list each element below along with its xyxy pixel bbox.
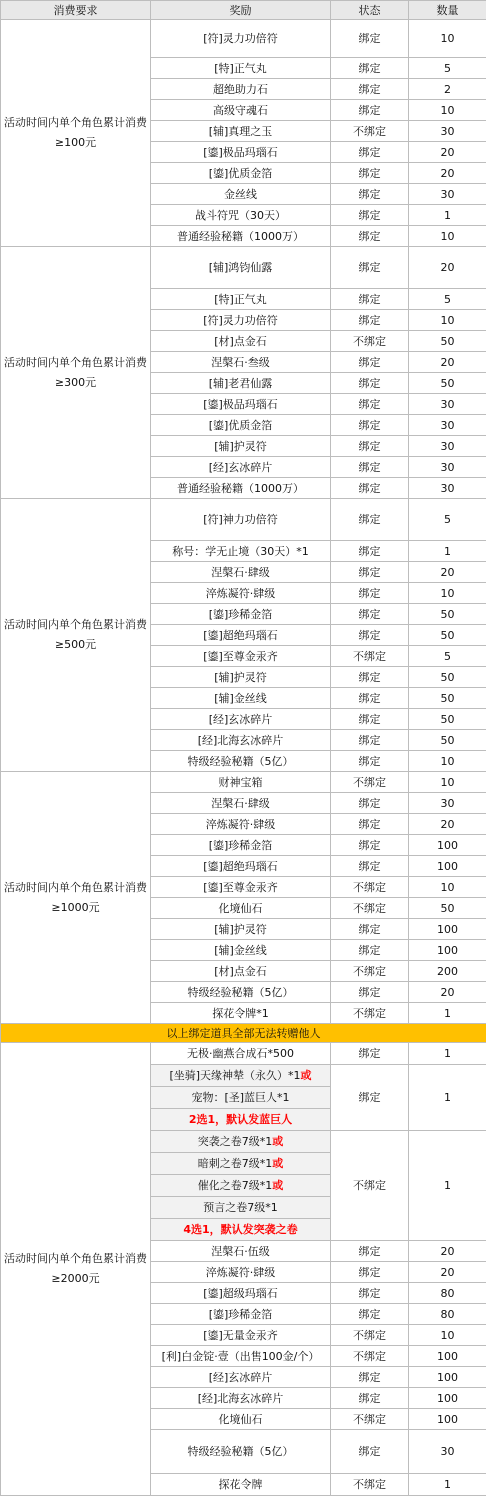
reward-cell: 金丝线 bbox=[151, 184, 331, 205]
status-cell: 绑定 bbox=[331, 940, 409, 961]
status-cell: 绑定 bbox=[331, 814, 409, 835]
choice-option-text: 突袭之卷7级*1 bbox=[198, 1135, 273, 1148]
reward-cell: 涅槃石·叁级 bbox=[151, 352, 331, 373]
reward-cell: 特级经验秘籍（5亿） bbox=[151, 1430, 331, 1474]
quantity-cell: 5 bbox=[409, 499, 486, 541]
quantity-cell: 20 bbox=[409, 1262, 486, 1283]
reward-cell: [鎏]极品玛瑙石 bbox=[151, 142, 331, 163]
status-cell: 绑定 bbox=[331, 58, 409, 79]
status-cell: 绑定 bbox=[331, 793, 409, 814]
quantity-cell: 30 bbox=[409, 457, 486, 478]
status-cell: 绑定 bbox=[331, 604, 409, 625]
quantity-cell: 1 bbox=[409, 1131, 486, 1241]
status-cell: 不绑定 bbox=[331, 646, 409, 667]
quantity-cell: 1 bbox=[409, 1003, 486, 1024]
status-cell: 绑定 bbox=[331, 1262, 409, 1283]
quantity-cell: 100 bbox=[409, 835, 486, 856]
quantity-cell: 30 bbox=[409, 121, 486, 142]
quantity-cell: 10 bbox=[409, 20, 486, 58]
note-row bbox=[1, 1024, 486, 1043]
quantity-cell: 30 bbox=[409, 184, 486, 205]
quantity-cell: 5 bbox=[409, 646, 486, 667]
requirement-text: 活动时间内单个角色累计消费 bbox=[4, 881, 147, 894]
reward-cell: 化境仙石 bbox=[151, 1409, 331, 1430]
status-cell: 不绑定 bbox=[331, 1131, 409, 1241]
reward-cell: 探花令牌*1 bbox=[151, 1003, 331, 1024]
quantity-cell: 50 bbox=[409, 331, 486, 352]
choice-option-text: 催化之卷7级*1 bbox=[198, 1179, 273, 1192]
requirement-cell bbox=[1, 499, 151, 772]
status-cell: 绑定 bbox=[331, 478, 409, 499]
choice-option-text: 预言之卷7级*1 bbox=[203, 1201, 278, 1214]
reward-cell: [经]北海玄冰碎片 bbox=[151, 730, 331, 751]
status-cell: 绑定 bbox=[331, 856, 409, 877]
status-cell: 绑定 bbox=[331, 625, 409, 646]
status-cell: 绑定 bbox=[331, 142, 409, 163]
quantity-cell: 10 bbox=[409, 100, 486, 121]
status-cell: 绑定 bbox=[331, 415, 409, 436]
status-cell: 不绑定 bbox=[331, 331, 409, 352]
choice-hint-text: 4选1，默认发突袭之卷 bbox=[183, 1223, 297, 1236]
status-cell: 绑定 bbox=[331, 919, 409, 940]
requirement-threshold: ≥500元 bbox=[55, 638, 96, 651]
quantity-cell: 100 bbox=[409, 919, 486, 940]
choice-option bbox=[151, 1131, 331, 1153]
status-cell: 绑定 bbox=[331, 1241, 409, 1262]
reward-cell: [符]灵力功倍符 bbox=[151, 310, 331, 331]
status-cell: 绑定 bbox=[331, 457, 409, 478]
table-row bbox=[1, 1043, 486, 1065]
col-header-requirement: 消费要求 bbox=[1, 1, 151, 20]
reward-cell: 普通经验秘籍（1000万） bbox=[151, 226, 331, 247]
reward-cell: [鎏]珍稀金箔 bbox=[151, 1304, 331, 1325]
reward-cell: [鎏]优质金箔 bbox=[151, 415, 331, 436]
status-cell: 绑定 bbox=[331, 310, 409, 331]
quantity-cell: 20 bbox=[409, 142, 486, 163]
quantity-cell: 100 bbox=[409, 940, 486, 961]
reward-cell: [材]点金石 bbox=[151, 331, 331, 352]
table-row bbox=[1, 499, 486, 541]
quantity-cell: 50 bbox=[409, 709, 486, 730]
reward-cell: 高级守魂石 bbox=[151, 100, 331, 121]
requirement-text: 活动时间内单个角色累计消费 bbox=[4, 1252, 147, 1265]
reward-cell: 普通经验秘籍（1000万） bbox=[151, 478, 331, 499]
quantity-cell: 20 bbox=[409, 982, 486, 1003]
reward-cell: [辅]老君仙露 bbox=[151, 373, 331, 394]
reward-cell: [辅]金丝线 bbox=[151, 940, 331, 961]
quantity-cell: 50 bbox=[409, 730, 486, 751]
reward-cell: 超绝助力石 bbox=[151, 79, 331, 100]
status-cell: 绑定 bbox=[331, 709, 409, 730]
status-cell: 不绑定 bbox=[331, 1003, 409, 1024]
quantity-cell: 30 bbox=[409, 478, 486, 499]
quantity-cell: 1 bbox=[409, 1043, 486, 1065]
reward-cell: [经]玄冰碎片 bbox=[151, 709, 331, 730]
quantity-cell: 100 bbox=[409, 1388, 486, 1409]
quantity-cell: 5 bbox=[409, 58, 486, 79]
choice-option bbox=[151, 1087, 331, 1109]
requirement-text: 活动时间内单个角色累计消费 bbox=[4, 356, 147, 369]
quantity-cell: 2 bbox=[409, 79, 486, 100]
quantity-cell: 200 bbox=[409, 961, 486, 982]
quantity-cell: 10 bbox=[409, 310, 486, 331]
quantity-cell: 30 bbox=[409, 436, 486, 457]
reward-cell: [符]灵力功倍符 bbox=[151, 20, 331, 58]
choice-option bbox=[151, 1197, 331, 1219]
reward-cell: 财神宝箱 bbox=[151, 772, 331, 793]
reward-cell: [鎏]超级玛瑙石 bbox=[151, 1283, 331, 1304]
col-header-reward: 奖励 bbox=[151, 1, 331, 20]
quantity-cell: 30 bbox=[409, 415, 486, 436]
requirement-cell bbox=[1, 20, 151, 247]
col-header-status: 状态 bbox=[331, 1, 409, 20]
quantity-cell: 50 bbox=[409, 898, 486, 919]
status-cell: 绑定 bbox=[331, 79, 409, 100]
reward-cell: [经]北海玄冰碎片 bbox=[151, 1388, 331, 1409]
quantity-cell: 10 bbox=[409, 751, 486, 772]
quantity-cell: 20 bbox=[409, 247, 486, 289]
reward-cell: 化境仙石 bbox=[151, 898, 331, 919]
reward-cell: 淬炼凝符·肆级 bbox=[151, 583, 331, 604]
quantity-cell: 30 bbox=[409, 793, 486, 814]
quantity-cell: 20 bbox=[409, 562, 486, 583]
table-body bbox=[1, 20, 486, 1496]
col-header-quantity: 数量 bbox=[409, 1, 486, 20]
table-row bbox=[1, 772, 486, 793]
status-cell: 绑定 bbox=[331, 667, 409, 688]
status-cell: 绑定 bbox=[331, 163, 409, 184]
quantity-cell: 1 bbox=[409, 541, 486, 562]
choice-option-text: [坐骑]天缘神辇（永久）*1 bbox=[169, 1069, 300, 1082]
status-cell: 绑定 bbox=[331, 1304, 409, 1325]
status-cell: 绑定 bbox=[331, 982, 409, 1003]
quantity-cell: 50 bbox=[409, 604, 486, 625]
quantity-cell: 80 bbox=[409, 1304, 486, 1325]
reward-cell: [鎏]优质金箔 bbox=[151, 163, 331, 184]
status-cell: 绑定 bbox=[331, 1065, 409, 1131]
status-cell: 绑定 bbox=[331, 100, 409, 121]
status-cell: 绑定 bbox=[331, 541, 409, 562]
status-cell: 绑定 bbox=[331, 205, 409, 226]
quantity-cell: 10 bbox=[409, 583, 486, 604]
quantity-cell: 50 bbox=[409, 667, 486, 688]
or-marker: 或 bbox=[272, 1135, 283, 1148]
choice-hint bbox=[151, 1219, 331, 1241]
status-cell: 绑定 bbox=[331, 583, 409, 604]
status-cell: 绑定 bbox=[331, 20, 409, 58]
status-cell: 不绑定 bbox=[331, 1409, 409, 1430]
status-cell: 绑定 bbox=[331, 373, 409, 394]
reward-cell: 无极·幽燕合成石*500 bbox=[151, 1043, 331, 1065]
table-row bbox=[1, 20, 486, 58]
quantity-cell: 20 bbox=[409, 352, 486, 373]
status-cell: 绑定 bbox=[331, 688, 409, 709]
quantity-cell: 10 bbox=[409, 877, 486, 898]
reward-cell: 特级经验秘籍（5亿） bbox=[151, 751, 331, 772]
status-cell: 不绑定 bbox=[331, 1325, 409, 1346]
reward-cell: 涅槃石·肆级 bbox=[151, 793, 331, 814]
reward-cell: 涅槃石·伍级 bbox=[151, 1241, 331, 1262]
reward-cell: [辅]鸿钧仙露 bbox=[151, 247, 331, 289]
or-marker: 或 bbox=[301, 1069, 312, 1082]
or-marker: 或 bbox=[272, 1179, 283, 1192]
reward-cell: [辅]护灵符 bbox=[151, 919, 331, 940]
quantity-cell: 1 bbox=[409, 1065, 486, 1131]
quantity-cell: 50 bbox=[409, 373, 486, 394]
quantity-cell: 100 bbox=[409, 1367, 486, 1388]
reward-cell: [鎏]珍稀金箔 bbox=[151, 604, 331, 625]
reward-cell: [辅]金丝线 bbox=[151, 688, 331, 709]
status-cell: 绑定 bbox=[331, 1283, 409, 1304]
reward-cell: [符]神力功倍符 bbox=[151, 499, 331, 541]
status-cell: 绑定 bbox=[331, 436, 409, 457]
reward-cell: [经]玄冰碎片 bbox=[151, 457, 331, 478]
table-header-row bbox=[1, 1, 486, 20]
requirement-text: 活动时间内单个角色累计消费 bbox=[4, 116, 147, 129]
reward-cell: [鎏]至尊金汞齐 bbox=[151, 646, 331, 667]
status-cell: 不绑定 bbox=[331, 772, 409, 793]
status-cell: 不绑定 bbox=[331, 1346, 409, 1367]
reward-cell: [辅]护灵符 bbox=[151, 667, 331, 688]
reward-cell: [特]正气丸 bbox=[151, 289, 331, 310]
reward-cell: [特]正气丸 bbox=[151, 58, 331, 79]
requirement-threshold: ≥100元 bbox=[55, 136, 96, 149]
choice-option bbox=[151, 1065, 331, 1087]
quantity-cell: 50 bbox=[409, 688, 486, 709]
reward-cell: 特级经验秘籍（5亿） bbox=[151, 982, 331, 1003]
status-cell: 绑定 bbox=[331, 1388, 409, 1409]
quantity-cell: 10 bbox=[409, 226, 486, 247]
note-banner: 以上绑定道具全部无法转赠他人 bbox=[1, 1024, 486, 1043]
quantity-cell: 100 bbox=[409, 856, 486, 877]
status-cell: 不绑定 bbox=[331, 1474, 409, 1496]
status-cell: 绑定 bbox=[331, 499, 409, 541]
quantity-cell: 1 bbox=[409, 205, 486, 226]
status-cell: 绑定 bbox=[331, 751, 409, 772]
reward-cell: [辅]护灵符 bbox=[151, 436, 331, 457]
table-row bbox=[1, 247, 486, 289]
status-cell: 绑定 bbox=[331, 730, 409, 751]
quantity-cell: 80 bbox=[409, 1283, 486, 1304]
reward-cell: 涅槃石·肆级 bbox=[151, 562, 331, 583]
status-cell: 不绑定 bbox=[331, 877, 409, 898]
requirement-threshold: ≥2000元 bbox=[51, 1272, 99, 1285]
status-cell: 绑定 bbox=[331, 1430, 409, 1474]
quantity-cell: 10 bbox=[409, 1325, 486, 1346]
reward-cell: 淬炼凝符·肆级 bbox=[151, 1262, 331, 1283]
reward-cell: 称号：学无止境（30天）*1 bbox=[151, 541, 331, 562]
reward-cell: [鎏]珍稀金箔 bbox=[151, 835, 331, 856]
status-cell: 绑定 bbox=[331, 226, 409, 247]
requirement-threshold: ≥1000元 bbox=[51, 901, 99, 914]
requirement-cell bbox=[1, 1043, 151, 1496]
reward-cell: [材]点金石 bbox=[151, 961, 331, 982]
reward-cell: [鎏]超绝玛瑙石 bbox=[151, 625, 331, 646]
choice-hint bbox=[151, 1109, 331, 1131]
choice-option bbox=[151, 1153, 331, 1175]
reward-cell: [辅]真理之玉 bbox=[151, 121, 331, 142]
choice-hint-text: 2选1，默认发蓝巨人 bbox=[189, 1113, 292, 1126]
quantity-cell: 100 bbox=[409, 1346, 486, 1367]
status-cell: 绑定 bbox=[331, 394, 409, 415]
choice-option-text: 宠物：[圣]蓝巨人*1 bbox=[191, 1091, 289, 1104]
status-cell: 绑定 bbox=[331, 562, 409, 583]
or-marker: 或 bbox=[272, 1157, 283, 1170]
status-cell: 绑定 bbox=[331, 247, 409, 289]
reward-cell: [经]玄冰碎片 bbox=[151, 1367, 331, 1388]
quantity-cell: 30 bbox=[409, 394, 486, 415]
choice-option-text: 暗刺之卷7级*1 bbox=[198, 1157, 273, 1170]
reward-cell: [利]白金锭·壹（出售100金/个） bbox=[151, 1346, 331, 1367]
status-cell: 绑定 bbox=[331, 352, 409, 373]
status-cell: 绑定 bbox=[331, 1367, 409, 1388]
status-cell: 不绑定 bbox=[331, 898, 409, 919]
quantity-cell: 100 bbox=[409, 1409, 486, 1430]
reward-cell: [鎏]无量金汞齐 bbox=[151, 1325, 331, 1346]
status-cell: 绑定 bbox=[331, 289, 409, 310]
quantity-cell: 50 bbox=[409, 625, 486, 646]
reward-cell: 探花令牌 bbox=[151, 1474, 331, 1496]
quantity-cell: 5 bbox=[409, 289, 486, 310]
reward-cell: [鎏]极品玛瑙石 bbox=[151, 394, 331, 415]
requirement-threshold: ≥300元 bbox=[55, 376, 96, 389]
quantity-cell: 30 bbox=[409, 1430, 486, 1474]
reward-cell: [鎏]至尊金汞齐 bbox=[151, 877, 331, 898]
quantity-cell: 20 bbox=[409, 814, 486, 835]
requirement-cell bbox=[1, 247, 151, 499]
requirement-cell bbox=[1, 772, 151, 1024]
status-cell: 不绑定 bbox=[331, 121, 409, 142]
status-cell: 不绑定 bbox=[331, 961, 409, 982]
status-cell: 绑定 bbox=[331, 184, 409, 205]
quantity-cell: 1 bbox=[409, 1474, 486, 1496]
choice-option bbox=[151, 1175, 331, 1197]
status-cell: 绑定 bbox=[331, 835, 409, 856]
reward-cell: 淬炼凝符·肆级 bbox=[151, 814, 331, 835]
quantity-cell: 10 bbox=[409, 772, 486, 793]
quantity-cell: 20 bbox=[409, 163, 486, 184]
quantity-cell: 20 bbox=[409, 1241, 486, 1262]
status-cell: 绑定 bbox=[331, 1043, 409, 1065]
reward-cell: 战斗符咒（30天） bbox=[151, 205, 331, 226]
reward-cell: [鎏]超绝玛瑙石 bbox=[151, 856, 331, 877]
requirement-text: 活动时间内单个角色累计消费 bbox=[4, 618, 147, 631]
